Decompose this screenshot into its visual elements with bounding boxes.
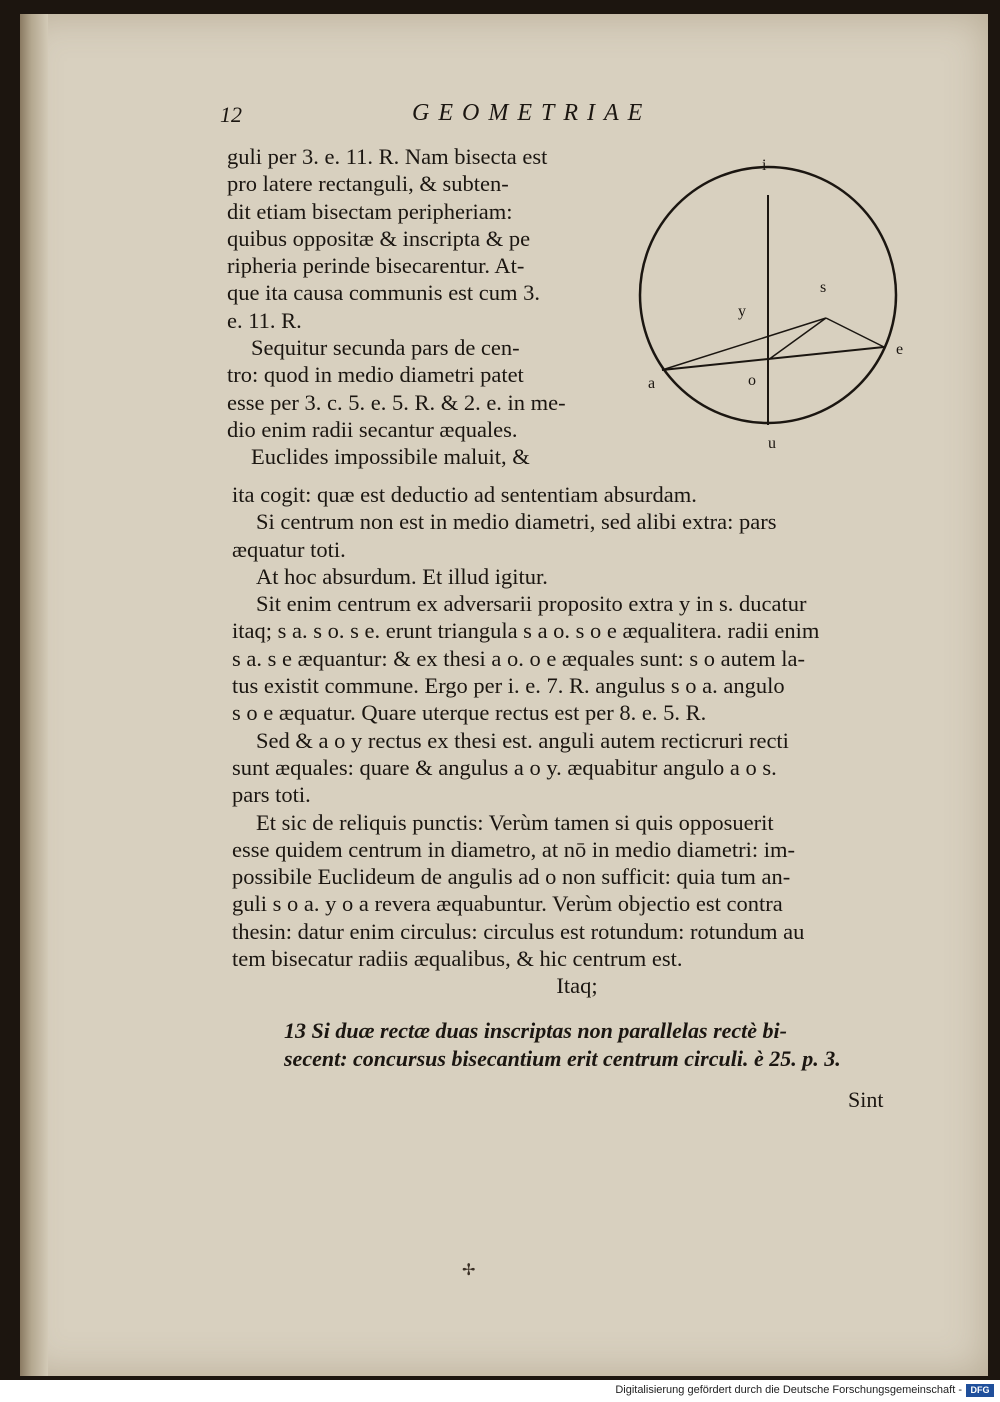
narrow-text-column	[227, 143, 627, 471]
text-line: pro latere rectanguli, & subten-	[227, 171, 509, 197]
page-number: 12	[220, 102, 242, 127]
text-line: tro: quod in medio diametri patet	[227, 362, 524, 388]
circle-diagram-svg	[626, 140, 926, 460]
label-u: u	[768, 435, 776, 452]
proposition-line: 13 Si duæ rectæ duas inscriptas non parallelas rectè bi-	[284, 1018, 787, 1043]
text-line: Sequitur secunda pars de cen-	[251, 335, 520, 361]
line-s-e	[826, 318, 884, 347]
label-i: i	[762, 157, 767, 174]
text-line: ita cogit: quæ est deductio ad sententiam absurdam.	[232, 482, 697, 507]
text-line: s o e æquatur. Quare uterque rectus est per 8. e. 5. R.	[232, 700, 707, 726]
text-line: guli s o a. y o a revera æquabuntur. Verùm objectio est contra	[232, 891, 783, 917]
text-line: itaq; s a. s o. s e. erunt triangula s a o. s o e æqualitera. radii enim	[232, 618, 820, 644]
text-line: que ita causa communis est cum 3.	[227, 280, 541, 306]
running-head	[220, 100, 740, 136]
footer-credit: Digitalisierung gefördert durch die Deutsche Forschungsgemeinschaft -	[615, 1384, 962, 1396]
text-line: At hoc absurdum. Et illud igitur.	[256, 563, 548, 589]
label-o: o	[748, 372, 756, 389]
text-line: Si centrum non est in medio diametri, sed alibi extra: pars	[256, 509, 777, 535]
text-line: Sed & a o y rectus ex thesi est. anguli autem recticruri recti	[256, 727, 789, 753]
label-a: a	[648, 375, 656, 392]
page-gutter	[20, 14, 48, 1376]
text-line: dit etiam bisectam peripheriam:	[227, 198, 513, 224]
text-line: s a. s e æquantur: & ex thesi a o. o e æquales sunt: s o autem la-	[232, 645, 806, 671]
text-line: thesin: datur enim circulus: circulus est rotundum: rotundum au	[232, 918, 805, 944]
text-line: tem bisecatur radiis æqualibus, & hic centrum est.	[232, 946, 683, 972]
proposition-13	[284, 1017, 904, 1072]
footer-bar	[0, 1380, 1000, 1402]
text-line: guli per 3. e. 11. R. Nam bisecta est	[227, 144, 548, 169]
text-line: quibus oppositæ & inscripta & pe	[227, 225, 531, 251]
catchword: Sint	[848, 1087, 884, 1112]
text-line: pars toti.	[232, 782, 311, 808]
label-s: s	[820, 279, 827, 296]
text-line: e. 11. R.	[227, 307, 302, 333]
text-line: tus existit commune. Ergo per i. e. 7. R. angulus s o a. angulo	[232, 673, 785, 699]
text-line: esse per 3. c. 5. e. 5. R. & 2. e. in me-	[227, 389, 566, 415]
ornament-mark: ✢	[462, 1262, 476, 1279]
circle-diagram	[626, 140, 926, 460]
text-line: ripheria perinde bisecarentur. At-	[227, 253, 525, 279]
label-e: e	[896, 341, 904, 358]
text-line: æquatur toti.	[232, 536, 346, 562]
text-line: possibile Euclideum de angulis ad o non sufficit: quia tum an-	[232, 864, 791, 890]
horizontal-chord	[662, 347, 884, 370]
label-y: y	[738, 303, 746, 320]
text-line: Itaq;	[556, 973, 598, 999]
wide-text-column	[232, 481, 922, 1000]
text-line: dio enim radii secantur æquales.	[227, 416, 518, 442]
text-line: sunt æquales: quare & angulus a o y. æquabitur angulo a o s.	[232, 754, 777, 780]
proposition-line: secent: concursus bisecantium erit centrum circuli. è 25. p. 3.	[284, 1045, 841, 1071]
text-line: Euclides impossibile maluit, &	[251, 444, 530, 470]
text-line: esse quidem centrum in diametro, at nō in medio diametri: im-	[232, 836, 795, 862]
text-line: Et sic de reliquis punctis: Verùm tamen si quis opposuerit	[256, 809, 774, 835]
running-title: GEOMETRIAE	[412, 100, 652, 126]
text-line: Sit enim centrum ex adversarii proposito extra y in s. ducatur	[256, 591, 807, 617]
dfg-logo: DFG	[966, 1384, 994, 1397]
